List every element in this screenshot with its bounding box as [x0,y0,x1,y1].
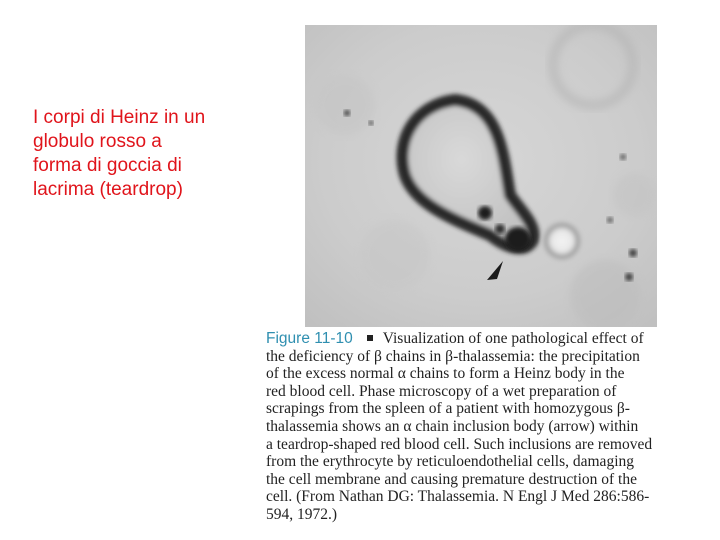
figure-caption-line-9: the cell membrane and causing premature destruction of the [266,470,637,488]
bullet-square-icon [367,335,373,341]
figure-caption-line-5: scrapings from the spleen of a patient with homozygous β- [266,400,630,418]
slide-heading: I corpi di Heinz in un globulo rosso a forma di goccia di lacrima (teardrop) [33,107,206,200]
figure-caption-line-4: red blood cell. Phase microscopy of a wet preparation of [266,382,617,400]
figure-caption-line-1: Figure 11-10 Visualization of one pathological effect of [266,330,644,347]
figure-label: Figure 11-10 [266,330,353,347]
figure-caption-line-8: from the erythrocyte by reticuloendothelial cells, damaging [266,453,634,471]
figure-caption-line-3: of the excess normal α chains to form a Heinz body in the [266,365,625,383]
figure-caption [266,330,694,524]
figure-caption-line-10: cell. (From Nathan DG: Thalassemia. N Engl J Med 286:586- [266,488,650,506]
figure-caption-line-2: the deficiency of β chains in β-thalassemia: the precipitation [266,347,640,365]
figure-caption-line-7: a teardrop-shaped red blood cell. Such inclusions are removed [266,435,653,453]
figure-caption-line-11: 594, 1972.) [266,505,338,523]
micrograph-image [305,25,657,327]
figure-caption-line-6: thalassemia shows an α chain inclusion body (arrow) within [266,417,639,435]
